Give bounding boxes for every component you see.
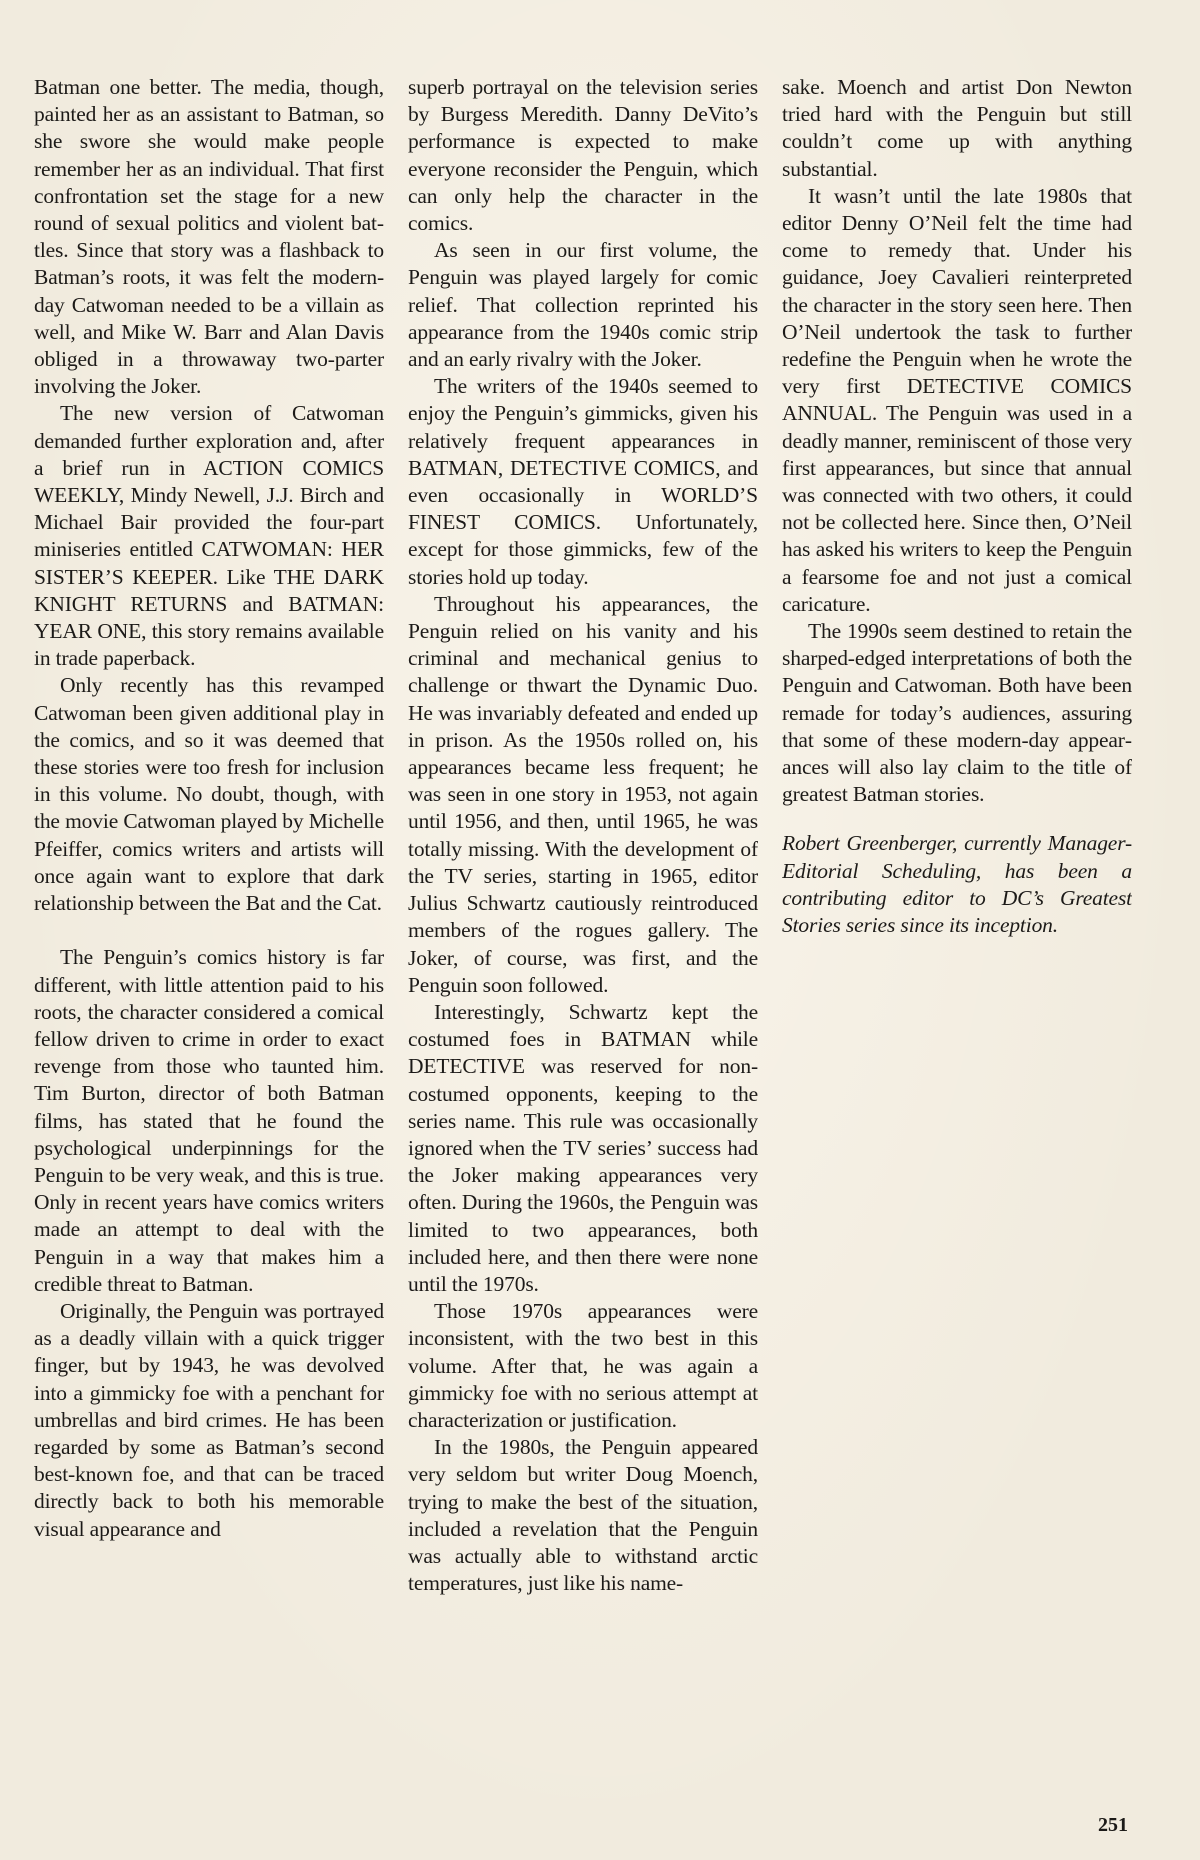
paragraph: Interestingly, Schwartz kept the costumed foes in BATMAN while DETECTIVE was reserved for non-costumed opponents, keeping to the series name. This rule was occasionally ignored when the TV series’ success had the Joker making appearances very often. During the 1960s, the Penguin was limited to two appearances, both included here, and then there were none until the 1970s. (408, 999, 758, 1296)
text-columns (34, 74, 1134, 1794)
paragraph: As seen in our first volume, the Penguin was played largely for comic relief. That collection reprinted his appearance from the 1940s comic strip and an early rivalry with the Joker. (408, 238, 758, 372)
page-number: 251 (1098, 1814, 1128, 1836)
paragraph: The new version of Catwoman demanded further exploration and, after a brief run in ACTION COMICS WEEKLY, Mindy Newell, J.J. Birch and Michael Bair provided the four-part miniseries entitled CATWOMAN: HER SISTER’S KEEPER. Like THE DARK KNIGHT RETURNS and BATMAN: YEAR ONE, this story remains available in trade paperback. (34, 401, 384, 671)
paragraph: Originally, the Penguin was portrayed as a deadly villain with a quick trigger finger, but by 1943, he was devolved into a gimmicky foe with a penchant for umbrellas and bird crimes. He has been regarded by some as Batman’s second best-known foe, and that can be traced directly back to both his memorable visual appearance and (34, 1298, 384, 1541)
paragraph: The 1990s seem destined to retain the sharped-edged interpretations of both the Penguin and Catwoman. Both have been remade for today’s audiences, assuring that some of these modern-day appearances will also lay claim to the title of greatest Batman stories. (782, 619, 1132, 807)
column-2 (408, 74, 758, 1794)
column-3 (782, 74, 1132, 1794)
paragraph: Throughout his appearances, the Penguin relied on his vanity and his criminal and mechanical genius to challenge or thwart the Dynamic Duo. He was invariably defeated and ended up in prison. As the 1950s rolled on, his appearances became less frequent; he was seen in one story in 1953, not again until 1956, and then, until 1965, he was totally missing. With the development of the TV series, starting in 1965, editor Julius Schwartz cautiously reintroduced members of the rogues gallery. The Joker, of course, was first, and the Penguin soon followed. (408, 591, 758, 997)
paragraph: sake. Moench and artist Don Newton tried hard with the Penguin but still couldn’t come up with anything substantial. (782, 75, 1132, 181)
paragraph: It wasn’t until the late 1980s that editor Denny O’Neil felt the time had come to remedy that. Under his guidance, Joey Cavalieri reinterpreted the character in the story seen here. Then O’Neil undertook the task to further redefine the Penguin when he wrote the very first DETECTIVE COMICS ANNUAL. The Penguin was used in a deadly manner, reminiscent of those very first appearances, but since that annual was connected with two others, it could not be collected here. Since then, O’Neil has asked his writers to keep the Penguin a fearsome foe and not just a comical caricature. (782, 183, 1132, 616)
column-1 (34, 74, 384, 1794)
paragraph: The Penguin’s comics history is far different, with little attention paid to his roots, the character considered a comical fellow driven to crime in order to exact revenge from those who taunted him. Tim Burton, director of both Batman films, has stated that he found the psychological underpinnings for the Penguin to be very weak, and this is true. Only in recent years have comics writers made an attempt to deal with the Penguin in a way that makes him a credible threat to Batman. (34, 945, 384, 1296)
paragraph: Batman one better. The media, though, painted her as an assistant to Batman, so she swore she would make people remember her as an individual. That first confrontation set the stage for a new round of sexual politics and violent battles. Since that story was a flashback to Batman’s roots, it was felt the modern-day Catwoman needed to be a villain as well, and Mike W. Barr and Alan Davis obliged in a throwaway two-parter involving the Joker. (34, 75, 384, 399)
paragraph: In the 1980s, the Penguin appeared very seldom but writer Doug Moench, trying to make the best of the situation, included a revelation that the Penguin was actually able to withstand arctic temperatures, just like his name- (408, 1435, 758, 1596)
author-credit: Robert Greenberger, currently Manager-Editorial Scheduling, has been a contributing editor to DC’s Greatest Stories series since its inception. (782, 831, 1132, 938)
paragraph: Those 1970s appearances were inconsistent, with the two best in this volume. After that, he was again a gimmicky foe with no serious attempt at characterization or justification. (408, 1299, 758, 1432)
paragraph: superb portrayal on the television series by Burgess Meredith. Danny DeVito’s performance is expected to make everyone reconsider the Penguin, which can only help the character in the comics. (408, 75, 758, 236)
paragraph: Only recently has this revamped Catwoman been given additional play in the comics, and so it was deemed that these stories were too fresh for inclusion in this volume. No doubt, though, with the movie Catwoman played by Michelle Pfeiffer, comics writers and artists will once again want to explore that dark relationship between the Bat and the Cat. (34, 673, 384, 916)
paragraph: The writers of the 1940s seemed to enjoy the Penguin’s gimmicks, given his relatively frequent appearances in BATMAN, DETECTIVE COMICS, and even occasionally in WORLD’S FINEST COMICS. Unfortunately, except for those gimmicks, few of the stories hold up today. (408, 374, 758, 589)
